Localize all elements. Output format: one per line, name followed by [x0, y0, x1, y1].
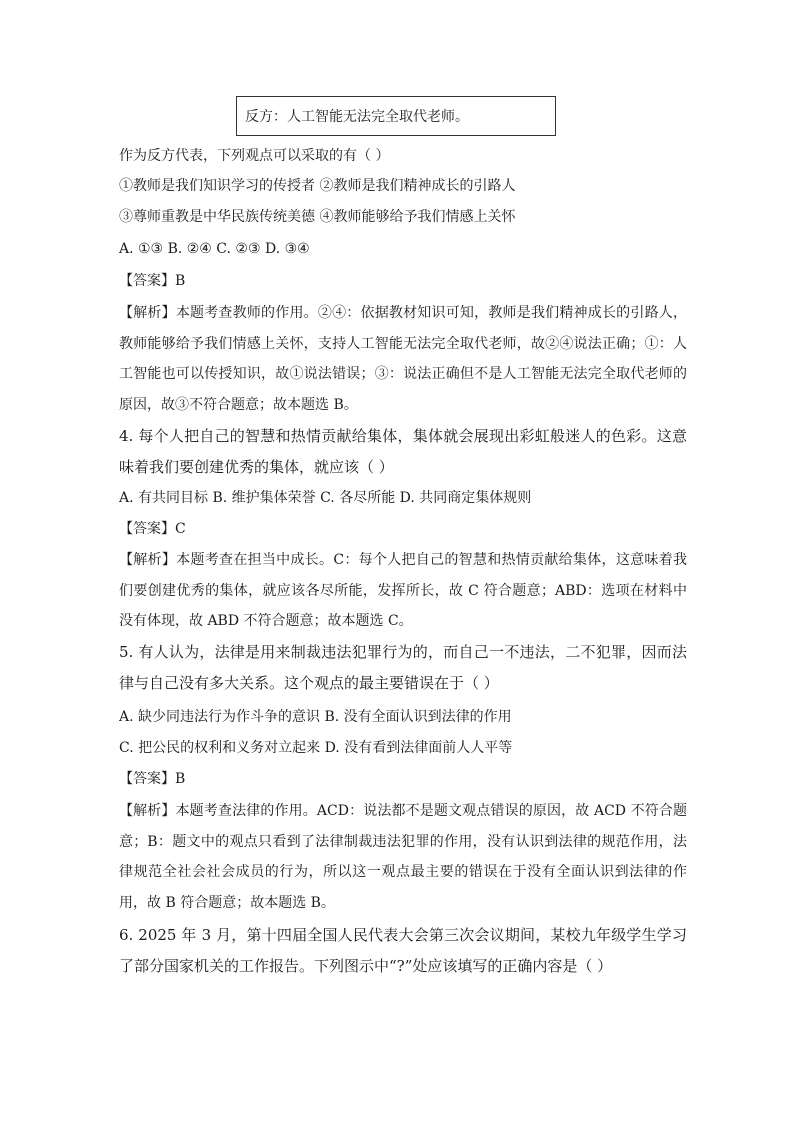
- q4-analysis: 【解析】本题考查在担当中成长。C：每个人把自己的智慧和热情贡献给集体，这意味着我们要创建优秀的集体，就应该各尽所能，发挥所长，故 C 符合题意；ABD：选项在材料中没有体现，故 ABD 不符合题意；故本题选 C。: [119, 552, 687, 629]
- q5-analysis: 【解析】本题考查法律的作用。ACD：说法都不是题文观点错误的原因，故 ACD 不符合题意；B：题文中的观点只看到了法律制裁违法犯罪的作用，没有认识到法律的规范作用，法律规范全社会社会成员的行为，所以这一观点最主要的错误在于没有全面认识到法律的作用，故 B 符合题意；故本题选 B。: [119, 803, 687, 911]
- q3-options-line-2: ③尊师重教是中华民族传统美德 ④教师能够给予我们情感上关怀: [119, 209, 516, 225]
- q3-options-line-1: ①教师是我们知识学习的传授者 ②教师是我们精神成长的引路人: [119, 178, 516, 194]
- q3-answer: 【答案】B: [119, 273, 186, 289]
- q4-choices: A. 有共同目标 B. 维护集体荣誉 C. 各尽所能 D. 共同商定集体规则: [119, 490, 532, 506]
- q6-stem: 6. 2025 年 3 月，第十四届全国人民代表大会第三次会议期间，某校九年级学生学习了部分国家机关的工作报告。下列图示中“?”处应该填写的正确内容是（ ）: [119, 926, 687, 975]
- q5-stem: 5. 有人认为，法律是用来制裁违法犯罪行为的，而自己一不违法，二不犯罪，因而法律与自己没有多大关系。这个观点的最主要错误在于（ ）: [119, 643, 687, 692]
- material-box-text: 反方：人工智能无法完全取代老师。: [245, 109, 469, 125]
- q5-choices-line-2: C. 把公民的权利和义务对立起来 D. 没有看到法律面前人人平等: [119, 740, 513, 756]
- q5-answer: 【答案】B: [119, 771, 186, 787]
- q4-answer: 【答案】C: [119, 521, 186, 537]
- q4-stem: 4. 每个人把自己的智慧和热情贡献给集体，集体就会展现出彩虹般迷人的色彩。这意味着我们要创建优秀的集体，就应该（ ）: [119, 427, 687, 476]
- q3-analysis: 【解析】本题考查教师的作用。②④：依据教材知识可知，教师是我们精神成长的引路人，教师能够给予我们情感上关怀，支持人工智能无法完全取代老师，故②④说法正确；①：人工智能也可以传授知识，故①说法错误；③：说法正确但不是人工智能无法完全取代老师的原因，故③不符合题意；故本题选 B。: [119, 305, 687, 413]
- q5-choices-line-1: A. 缺少同违法行为作斗争的意识 B. 没有全面认识到法律的作用: [119, 709, 512, 725]
- q3-choices: A. ①③ B. ②④ C. ②③ D. ③④: [119, 241, 310, 257]
- q3-stem: 作为反方代表，下列观点可以采取的有（ ）: [119, 148, 390, 164]
- material-box: [236, 96, 556, 136]
